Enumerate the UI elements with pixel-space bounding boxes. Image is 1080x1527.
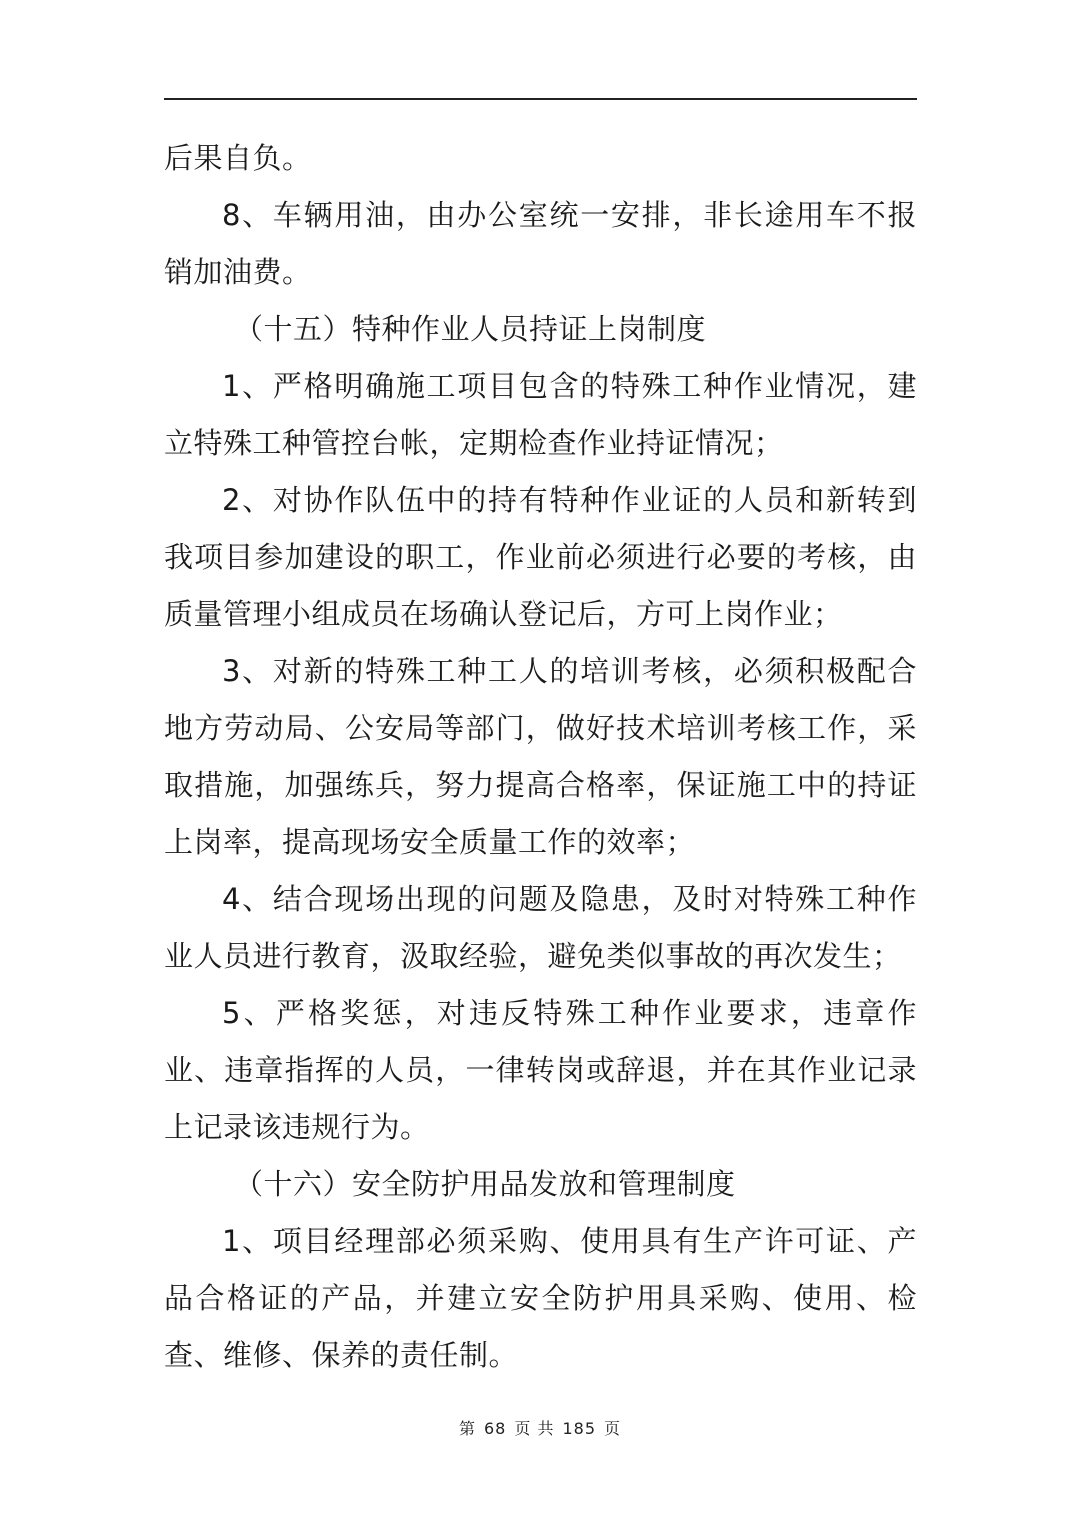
paragraph-item-3: 3、对新的特殊工种工人的培训考核，必须积极配合地方劳动局、公安局等部门，做好技术培训考核工作，采取措施，加强练兵，努力提高合格率，保证施工中的持证上岗率，提高现场安全质量工作的效率； — [164, 654, 917, 859]
footer-suffix: 页 — [604, 1419, 622, 1438]
paragraph-item-1: 1、严格明确施工项目包含的特殊工种作业情况，建立特殊工种管控台帐，定期检查作业持证情况； — [164, 369, 917, 460]
section-heading-15: （十五）特种作业人员持证上岗制度 — [234, 312, 707, 346]
footer-current-page: 68 — [484, 1419, 507, 1438]
document-body — [164, 130, 917, 1384]
paragraph-continuation: 后果自负。 — [164, 141, 312, 175]
paragraph-item-1-section-16: 1、项目经理部必须采购、使用具有生产许可证、产品合格证的产品，并建立安全防护用具采购、使用、检查、维修、保养的责任制。 — [164, 1224, 917, 1372]
paragraph-item-4: 4、结合现场出现的问题及隐患，及时对特殊工种作业人员进行教育，汲取经验，避免类似事故的再次发生； — [164, 882, 917, 973]
footer-prefix: 第 — [458, 1419, 476, 1438]
page-footer — [0, 1416, 1080, 1439]
paragraph-item-5: 5、严格奖惩，对违反特殊工种作业要求，违章作业、违章指挥的人员，一律转岗或辞退，并在其作业记录上记录该违规行为。 — [164, 996, 917, 1144]
header-rule — [164, 98, 917, 100]
paragraph-item-2: 2、对协作队伍中的持有特种作业证的人员和新转到我项目参加建设的职工，作业前必须进行必要的考核，由质量管理小组成员在场确认登记后，方可上岗作业； — [164, 483, 917, 631]
section-heading-16: （十六）安全防护用品发放和管理制度 — [234, 1167, 736, 1201]
footer-total-pages: 185 — [562, 1419, 596, 1438]
paragraph-item-8: 8、车辆用油，由办公室统一安排，非长途用车不报销加油费。 — [164, 198, 917, 289]
footer-middle: 页 共 — [514, 1419, 555, 1438]
